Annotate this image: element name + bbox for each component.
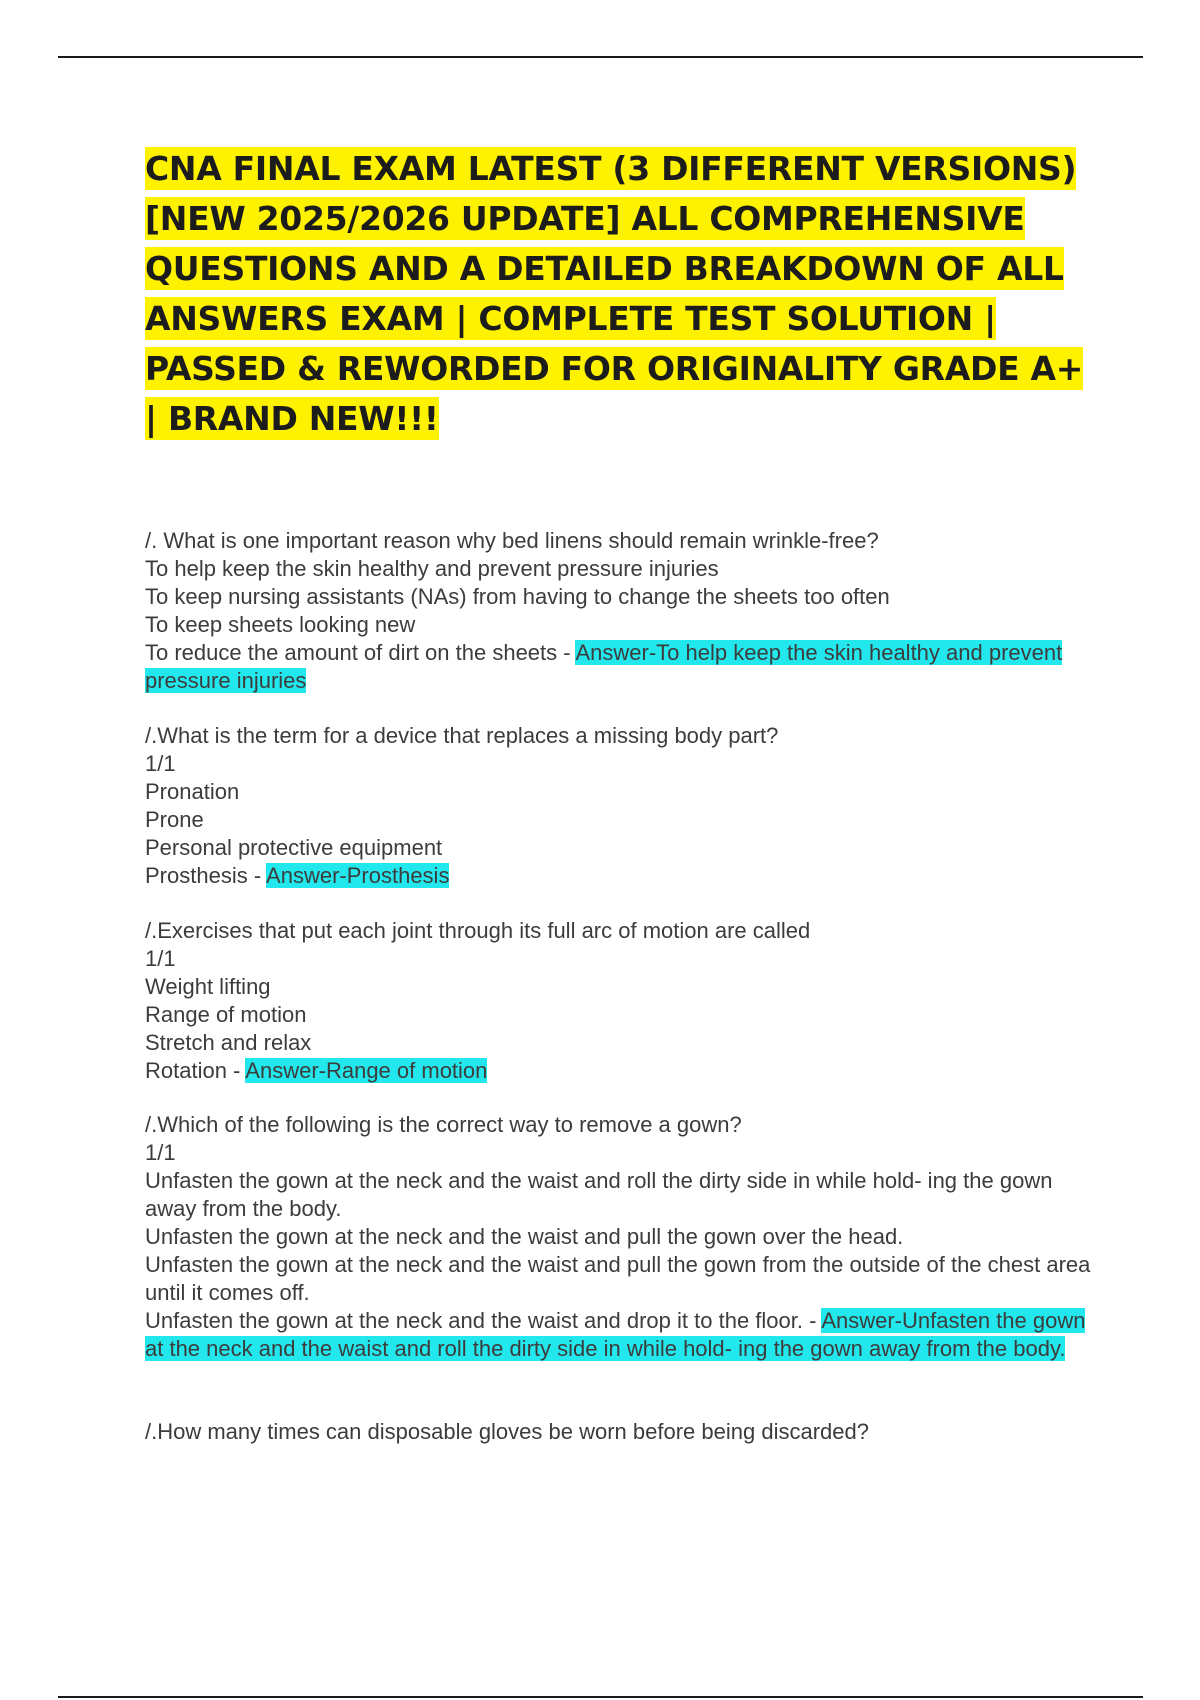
option: Unfasten the gown at the neck and the waist and roll the dirty side in while hold- ing the gown away from the body. xyxy=(145,1168,1053,1221)
option: Unfasten the gown at the neck and the waist and pull the gown from the outside of the chest area until it comes off. xyxy=(145,1252,1091,1305)
final-option-line xyxy=(145,862,1095,890)
option: To keep nursing assistants (NAs) from having to change the sheets too often xyxy=(145,584,890,609)
option: Personal protective equipment xyxy=(145,835,443,860)
answer-highlight: Answer-Unfasten the gown at the neck and the waist and roll the dirty side in while hold- ing the gown away from the body. xyxy=(145,1308,1086,1361)
final-option-line xyxy=(145,1057,1095,1085)
score: 1/1 xyxy=(145,751,176,776)
answer-highlight: Answer-Prosthesis xyxy=(266,863,450,888)
title-highlight: CNA FINAL EXAM LATEST (3 DIFFERENT VERSIONS) [NEW 2025/2026 UPDATE] ALL COMPREHENSIVE QUESTIONS AND A DETAILED BREAKDOWN OF ALL ANSWERS EXAM | COMPLETE TEST SOLUTION | PASSED & REWORDED FOR ORIGINALITY GRADE A+ | BRAND NEW!!! xyxy=(145,149,1084,438)
option: Weight lifting xyxy=(145,974,271,999)
option: Prosthesis - xyxy=(145,863,267,888)
top-rule xyxy=(58,56,1143,58)
option: To reduce the amount of dirt on the sheets - xyxy=(145,640,576,665)
question-block-2 xyxy=(145,722,1095,890)
answer-highlight: Answer-Range of motion xyxy=(245,1058,488,1083)
score: 1/1 xyxy=(145,1140,176,1165)
score: 1/1 xyxy=(145,946,176,971)
option: To keep sheets looking new xyxy=(145,612,416,637)
option: Rotation - xyxy=(145,1058,246,1083)
document-title xyxy=(145,144,1095,444)
question-text: /.What is the term for a device that replaces a missing body part? xyxy=(145,723,779,748)
option: Prone xyxy=(145,807,204,832)
bottom-rule xyxy=(58,1696,1143,1698)
option: Pronation xyxy=(145,779,240,804)
question-text: /.Exercises that put each joint through its full arc of motion are called xyxy=(145,918,811,943)
option: Range of motion xyxy=(145,1002,307,1027)
final-option-line xyxy=(145,1307,1095,1363)
question-text: /.Which of the following is the correct way to remove a gown? xyxy=(145,1112,742,1137)
question-block-5 xyxy=(145,1418,1095,1446)
question-block-1 xyxy=(145,527,1095,695)
option: Unfasten the gown at the neck and the waist and pull the gown over the head. xyxy=(145,1224,904,1249)
question-text: /. What is one important reason why bed linens should remain wrinkle-free? xyxy=(145,528,879,553)
answer-highlight: Answer-To help keep the skin healthy and prevent pressure injuries xyxy=(145,640,1063,693)
option: Unfasten the gown at the neck and the waist and drop it to the floor. - xyxy=(145,1308,822,1333)
question-block-4 xyxy=(145,1111,1095,1363)
option: Stretch and relax xyxy=(145,1030,312,1055)
question-text: /.How many times can disposable gloves be worn before being discarded? xyxy=(145,1419,869,1444)
final-option-line xyxy=(145,639,1095,695)
option: To help keep the skin healthy and prevent pressure injuries xyxy=(145,556,719,581)
question-block-3 xyxy=(145,917,1095,1085)
